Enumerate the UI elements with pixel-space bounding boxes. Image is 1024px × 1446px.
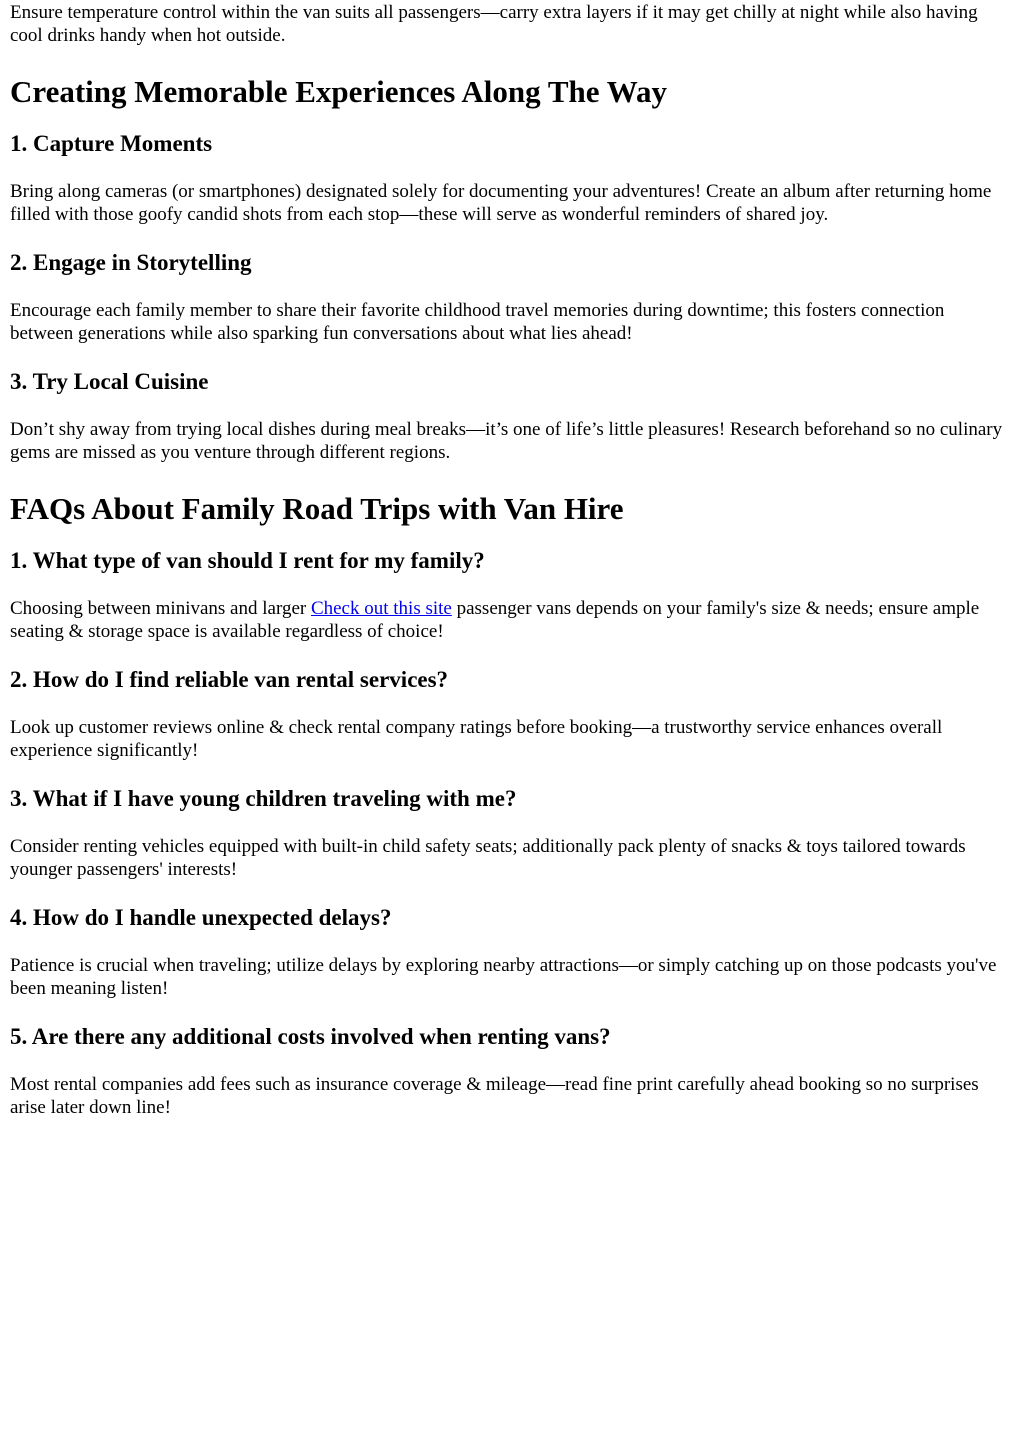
faq-title-delays: 4. How do I handle unexpected delays? [10,905,392,930]
item-body-capture-moments: Bring along cameras (or smartphones) designated solely for documenting your adventures! Create an album after returning home filled with those goofy candid shots from each stop—these will serve as wonderful reminders of shared joy. [10,181,992,225]
item-body-storytelling: Encourage each family member to share their favorite childhood travel memories during downtime; this fosters connection between generations while also sparking fun conversations about what lies ahead! [10,300,945,344]
item-title-local-cuisine: 3. Try Local Cuisine [10,369,209,394]
faq-body-van-type [10,597,1012,643]
faq-body-van-type-before: Choosing between minivans and larger [10,598,311,619]
faq-title-reliable-services: 2. How do I find reliable van rental services? [10,667,449,692]
section-heading-experiences: Creating Memorable Experiences Along The Way [10,74,667,109]
faq-title-additional-costs: 5. Are there any additional costs involved when renting vans? [10,1024,611,1049]
check-out-site-link[interactable]: Check out this site [310,598,452,619]
faq-body-delays: Patience is crucial when traveling; utilize delays by exploring nearby attractions—or simply catching up on those podcasts you've been meaning listen! [10,955,997,999]
faq-body-reliable-services: Look up customer reviews online & check rental company ratings before booking—a trustworthy service enhances overall experience significantly! [10,717,943,761]
item-title-storytelling: 2. Engage in Storytelling [10,250,252,275]
section-heading-faqs: FAQs About Family Road Trips with Van Hire [10,491,624,526]
intro-paragraph: Ensure temperature control within the van suits all passengers—carry extra layers if it may get chilly at night while also having cool drinks handy when hot outside. [10,2,978,46]
faq-body-additional-costs: Most rental companies add fees such as insurance coverage & mileage—read fine print carefully ahead booking so no surprises arise later down line! [10,1074,979,1118]
faq-title-young-children: 3. What if I have young children traveling with me? [10,786,517,811]
faq-title-van-type: 1. What type of van should I rent for my family? [10,548,485,573]
faq-body-young-children: Consider renting vehicles equipped with built-in child safety seats; additionally pack plenty of snacks & toys tailored towards younger passengers' interests! [10,836,966,880]
faq-body-van-type-after: passenger vans depends on your family's size & needs; ensure ample seating & storage space is available regardless of choice! [10,598,980,642]
item-body-local-cuisine: Don’t shy away from trying local dishes during meal breaks—it’s one of life’s little pleasures! Research beforehand so no culinary gems are missed as you venture through different regions. [10,419,1003,463]
item-title-capture-moments: 1. Capture Moments [10,131,213,156]
